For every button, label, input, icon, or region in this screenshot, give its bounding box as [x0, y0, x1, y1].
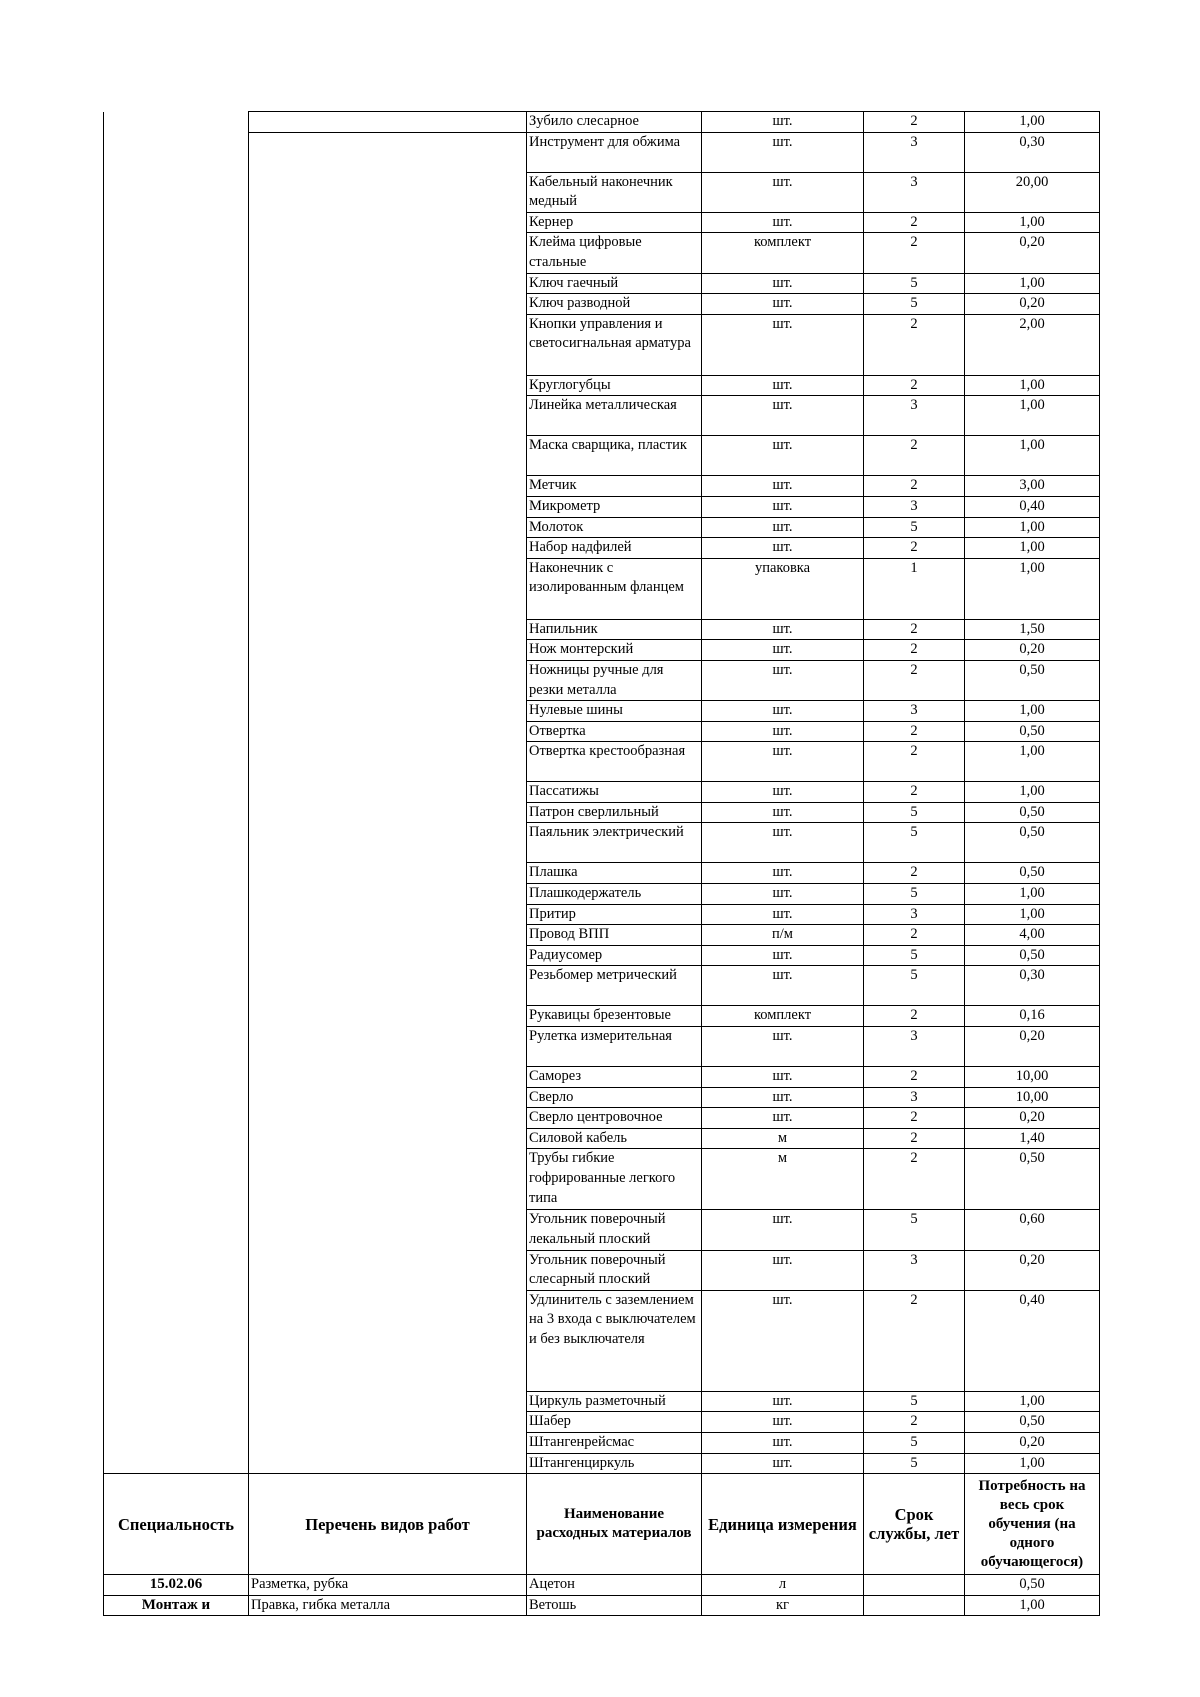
term-cell: 2 [864, 925, 965, 946]
term-cell: 2 [864, 1412, 965, 1433]
material-name-cell: Отвертка [527, 721, 702, 742]
term-cell: 5 [864, 884, 965, 905]
unit-cell: кг [702, 1595, 864, 1616]
term-cell: 5 [864, 945, 965, 966]
term-cell: 2 [864, 1108, 965, 1129]
need-cell: 0,50 [965, 863, 1100, 884]
unit-cell: м [702, 1149, 864, 1210]
specialty-cell: 15.02.06 [104, 1575, 249, 1596]
unit-cell: м [702, 1128, 864, 1149]
unit-cell: шт. [702, 863, 864, 884]
material-name-cell: Резьбомер метрический [527, 966, 702, 1006]
header-materials: Наименование расходных материалов [527, 1474, 702, 1575]
material-name-cell: Патрон сверлильный [527, 802, 702, 823]
term-cell: 5 [864, 1453, 965, 1474]
material-name-cell: Наконечник с изолированным фланцем [527, 558, 702, 619]
need-cell: 0,20 [965, 1432, 1100, 1453]
material-name-cell: Штангенрейсмас [527, 1432, 702, 1453]
term-cell: 3 [864, 172, 965, 212]
unit-cell: шт. [702, 212, 864, 233]
need-cell: 1,00 [965, 701, 1100, 722]
term-cell: 2 [864, 1006, 965, 1027]
term-cell: 5 [864, 273, 965, 294]
material-name-cell: Удлинитель с заземлением на 3 входа с выключателем и без выключателя [527, 1290, 702, 1391]
unit-cell: шт. [702, 1290, 864, 1391]
term-cell: 3 [864, 496, 965, 517]
unit-cell: шт. [702, 1067, 864, 1088]
unit-cell: шт. [702, 1391, 864, 1412]
term-cell: 5 [864, 802, 965, 823]
unit-cell: шт. [702, 660, 864, 700]
need-cell: 3,00 [965, 476, 1100, 497]
term-cell: 2 [864, 1067, 965, 1088]
header-row [104, 1474, 1100, 1575]
term-cell: 2 [864, 436, 965, 476]
material-name-cell: Круглогубцы [527, 375, 702, 396]
material-name-cell: Метчик [527, 476, 702, 497]
need-cell: 0,20 [965, 294, 1100, 315]
materials-table [103, 111, 1100, 1616]
material-name-cell: Инструмент для обжима [527, 132, 702, 172]
term-cell: 3 [864, 904, 965, 925]
material-name-cell: Шабер [527, 1412, 702, 1433]
need-cell: 1,00 [965, 273, 1100, 294]
unit-cell: шт. [702, 945, 864, 966]
work-cell: Правка, гибка металла [249, 1595, 527, 1616]
unit-cell: шт. [702, 1250, 864, 1290]
material-name-cell: Пассатижы [527, 782, 702, 803]
term-cell: 2 [864, 314, 965, 375]
header-term: Срок службы, лет [864, 1474, 965, 1575]
material-name-cell: Кнопки управления и светосигнальная арматура [527, 314, 702, 375]
unit-cell: комплект [702, 1006, 864, 1027]
material-name-cell: Сверло центровочное [527, 1108, 702, 1129]
material-name-cell: Напильник [527, 619, 702, 640]
header-specialty: Специальность [104, 1474, 249, 1575]
material-name-cell: Циркуль разметочный [527, 1391, 702, 1412]
material-name-cell: Набор надфилей [527, 538, 702, 559]
unit-cell: шт. [702, 1087, 864, 1108]
need-cell: 10,00 [965, 1087, 1100, 1108]
need-cell: 1,00 [965, 212, 1100, 233]
need-cell: 1,00 [965, 1453, 1100, 1474]
unit-cell: шт. [702, 701, 864, 722]
material-name-cell: Линейка металлическая [527, 396, 702, 436]
term-cell: 5 [864, 517, 965, 538]
need-cell: 1,00 [965, 375, 1100, 396]
need-cell: 0,30 [965, 966, 1100, 1006]
works-cell [249, 132, 527, 1474]
need-cell: 0,50 [965, 1149, 1100, 1210]
unit-cell: шт. [702, 1210, 864, 1250]
unit-cell: шт. [702, 1432, 864, 1453]
need-cell: 1,00 [965, 904, 1100, 925]
unit-cell: шт. [702, 1412, 864, 1433]
work-cell: Разметка, рубка [249, 1575, 527, 1596]
table-row [104, 1575, 1100, 1596]
term-cell: 2 [864, 660, 965, 700]
material-name-cell: Силовой кабель [527, 1128, 702, 1149]
unit-cell: комплект [702, 233, 864, 273]
term-cell: 2 [864, 233, 965, 273]
need-cell: 1,00 [965, 112, 1100, 133]
term-cell [864, 1575, 965, 1596]
term-cell: 2 [864, 476, 965, 497]
material-name-cell: Маска сварщика, пластик [527, 436, 702, 476]
need-cell: 1,00 [965, 1391, 1100, 1412]
need-cell: 0,50 [965, 802, 1100, 823]
term-cell: 2 [864, 721, 965, 742]
table-row [104, 1595, 1100, 1616]
need-cell: 1,00 [965, 782, 1100, 803]
need-cell: 0,50 [965, 1412, 1100, 1433]
table-row [104, 112, 1100, 133]
need-cell: 2,00 [965, 314, 1100, 375]
material-name-cell: Саморез [527, 1067, 702, 1088]
material-name-cell: Нулевые шины [527, 701, 702, 722]
term-cell: 3 [864, 1087, 965, 1108]
term-cell: 3 [864, 701, 965, 722]
term-cell: 2 [864, 375, 965, 396]
material-name-cell: Радиусомер [527, 945, 702, 966]
header-unit: Единица измерения [702, 1474, 864, 1575]
unit-cell: шт. [702, 619, 864, 640]
term-cell: 3 [864, 132, 965, 172]
need-cell: 0,40 [965, 496, 1100, 517]
need-cell: 1,00 [965, 517, 1100, 538]
material-name-cell: Плашка [527, 863, 702, 884]
term-cell: 2 [864, 863, 965, 884]
need-cell: 1,40 [965, 1128, 1100, 1149]
term-cell: 1 [864, 558, 965, 619]
need-cell: 0,20 [965, 640, 1100, 661]
term-cell: 5 [864, 1432, 965, 1453]
material-name-cell: Клейма цифровые стальные [527, 233, 702, 273]
unit-cell: шт. [702, 436, 864, 476]
unit-cell: шт. [702, 782, 864, 803]
term-cell: 5 [864, 966, 965, 1006]
need-cell: 1,00 [965, 396, 1100, 436]
material-name-cell: Микрометр [527, 496, 702, 517]
term-cell: 2 [864, 742, 965, 782]
material-name-cell: Паяльник электрический [527, 823, 702, 863]
header-need: Потребность на весь срок обучения (на одного обучающегося) [965, 1474, 1100, 1575]
header-works: Перечень видов работ [249, 1474, 527, 1575]
need-cell: 0,20 [965, 1108, 1100, 1129]
need-cell: 4,00 [965, 925, 1100, 946]
need-cell: 10,00 [965, 1067, 1100, 1088]
unit-cell: упаковка [702, 558, 864, 619]
need-cell: 20,00 [965, 172, 1100, 212]
material-name-cell: Кабельный наконечник медный [527, 172, 702, 212]
unit-cell: шт. [702, 132, 864, 172]
unit-cell: шт. [702, 1453, 864, 1474]
works-cell [249, 112, 527, 133]
material-name-cell: Плашкодержатель [527, 884, 702, 905]
term-cell: 5 [864, 1391, 965, 1412]
unit-cell: шт. [702, 884, 864, 905]
unit-cell: шт. [702, 396, 864, 436]
material-name-cell: Притир [527, 904, 702, 925]
material-name-cell: Штангенциркуль [527, 1453, 702, 1474]
need-cell: 0,16 [965, 1006, 1100, 1027]
term-cell: 2 [864, 782, 965, 803]
need-cell: 0,50 [965, 660, 1100, 700]
term-cell: 2 [864, 212, 965, 233]
need-cell: 1,00 [965, 538, 1100, 559]
unit-cell: шт. [702, 904, 864, 925]
material-name-cell: Кернер [527, 212, 702, 233]
material-name-cell: Молоток [527, 517, 702, 538]
term-cell: 2 [864, 1290, 965, 1391]
unit-cell: шт. [702, 823, 864, 863]
specialty-cell [104, 112, 249, 1474]
unit-cell: шт. [702, 112, 864, 133]
unit-cell: шт. [702, 517, 864, 538]
term-cell: 2 [864, 1149, 965, 1210]
unit-cell: шт. [702, 172, 864, 212]
need-cell: 0,50 [965, 823, 1100, 863]
material-name-cell: Зубило слесарное [527, 112, 702, 133]
need-cell: 1,00 [965, 1595, 1100, 1616]
need-cell: 0,40 [965, 1290, 1100, 1391]
need-cell: 0,30 [965, 132, 1100, 172]
need-cell: 1,00 [965, 436, 1100, 476]
term-cell: 3 [864, 396, 965, 436]
material-name-cell: Трубы гибкие гофрированные легкого типа [527, 1149, 702, 1210]
need-cell: 0,20 [965, 1027, 1100, 1067]
term-cell: 5 [864, 1210, 965, 1250]
term-cell: 2 [864, 538, 965, 559]
term-cell: 3 [864, 1027, 965, 1067]
material-name-cell: Угольник поверочный слесарный плоский [527, 1250, 702, 1290]
material-name-cell: Сверло [527, 1087, 702, 1108]
term-cell: 2 [864, 640, 965, 661]
table-row [104, 132, 1100, 172]
material-name-cell: Рулетка измерительная [527, 1027, 702, 1067]
material-name-cell: Ацетон [527, 1575, 702, 1596]
unit-cell: шт. [702, 294, 864, 315]
unit-cell: п/м [702, 925, 864, 946]
material-name-cell: Провод ВПП [527, 925, 702, 946]
material-name-cell: Ножницы ручные для резки металла [527, 660, 702, 700]
term-cell [864, 1595, 965, 1616]
term-cell: 5 [864, 823, 965, 863]
need-cell: 1,00 [965, 884, 1100, 905]
unit-cell: шт. [702, 538, 864, 559]
need-cell: 0,50 [965, 721, 1100, 742]
unit-cell: шт. [702, 496, 864, 517]
term-cell: 5 [864, 294, 965, 315]
unit-cell: шт. [702, 273, 864, 294]
unit-cell: шт. [702, 802, 864, 823]
unit-cell: шт. [702, 742, 864, 782]
unit-cell: шт. [702, 1108, 864, 1129]
material-name-cell: Ключ разводной [527, 294, 702, 315]
unit-cell: шт. [702, 476, 864, 497]
need-cell: 1,00 [965, 742, 1100, 782]
need-cell: 0,60 [965, 1210, 1100, 1250]
specialty-cell: Монтаж и [104, 1595, 249, 1616]
material-name-cell: Рукавицы брезентовые [527, 1006, 702, 1027]
material-name-cell: Ветошь [527, 1595, 702, 1616]
unit-cell: л [702, 1575, 864, 1596]
material-name-cell: Ключ гаечный [527, 273, 702, 294]
need-cell: 0,20 [965, 1250, 1100, 1290]
unit-cell: шт. [702, 314, 864, 375]
material-name-cell: Угольник поверочный лекальный плоский [527, 1210, 702, 1250]
term-cell: 2 [864, 1128, 965, 1149]
material-name-cell: Отвертка крестообразная [527, 742, 702, 782]
unit-cell: шт. [702, 375, 864, 396]
unit-cell: шт. [702, 1027, 864, 1067]
material-name-cell: Нож монтерский [527, 640, 702, 661]
need-cell: 0,50 [965, 945, 1100, 966]
need-cell: 1,00 [965, 558, 1100, 619]
term-cell: 3 [864, 1250, 965, 1290]
unit-cell: шт. [702, 640, 864, 661]
unit-cell: шт. [702, 966, 864, 1006]
term-cell: 2 [864, 112, 965, 133]
need-cell: 0,20 [965, 233, 1100, 273]
need-cell: 1,50 [965, 619, 1100, 640]
unit-cell: шт. [702, 721, 864, 742]
need-cell: 0,50 [965, 1575, 1100, 1596]
term-cell: 2 [864, 619, 965, 640]
